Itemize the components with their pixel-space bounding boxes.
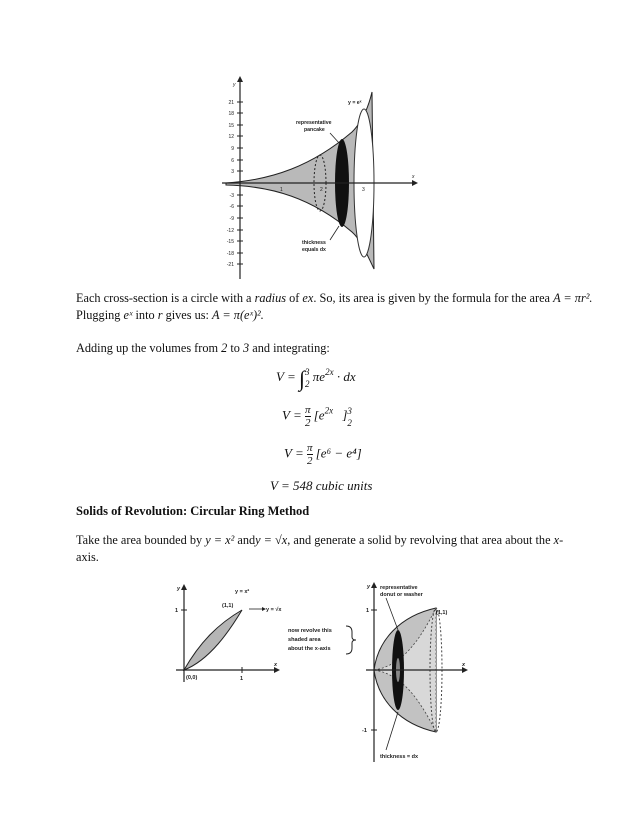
- bracket-body: [e: [313, 407, 325, 423]
- y-tick: -6: [229, 204, 234, 210]
- bracket-body: [e⁶ − e⁴]: [315, 445, 362, 461]
- text: and: [234, 533, 256, 547]
- revolve-note: [286, 622, 364, 658]
- y-tick: 21: [228, 100, 234, 106]
- y-tick: -21: [226, 262, 234, 268]
- numerator: π: [304, 404, 311, 416]
- x-axis-label: x: [412, 174, 415, 180]
- thickness-label: equals dx: [302, 247, 326, 253]
- numerator: π: [306, 442, 313, 454]
- paragraph-integrating: [76, 340, 330, 357]
- note-line: about the x-axis: [288, 646, 331, 652]
- x-tick: 1: [280, 187, 283, 193]
- paragraph-cross-section: [76, 290, 593, 324]
- curve-label-sqrt-x: y = √x: [266, 607, 282, 613]
- y-tick: 1: [175, 608, 179, 614]
- point-label: (1,1): [222, 603, 234, 609]
- text: r: [157, 308, 163, 322]
- origin-label: (0,0): [186, 675, 198, 681]
- text: of: [286, 291, 303, 305]
- lower-limit: 2: [347, 417, 352, 428]
- y-tick: 3: [231, 169, 234, 175]
- top-figure-exponential-solid: [212, 74, 422, 284]
- upper-limit: 3: [347, 405, 352, 416]
- text: 3: [243, 341, 250, 355]
- text: 2: [221, 341, 228, 355]
- text: gives us:: [162, 308, 213, 322]
- integrand: πe: [312, 369, 326, 384]
- equation-4: [270, 478, 372, 494]
- y-tick: 15: [228, 123, 234, 129]
- x-tick: 1: [240, 676, 244, 682]
- formula: A = πr².: [553, 291, 593, 305]
- y-tick: 1: [366, 608, 370, 614]
- eq-lhs: V =: [276, 369, 296, 384]
- y-tick: -18: [226, 251, 234, 257]
- lower-limit: 2: [305, 379, 310, 390]
- equation-1: [276, 366, 356, 392]
- thickness-label: thickness = dx: [380, 754, 419, 760]
- pancake-label: representative: [296, 120, 332, 126]
- formula: y = √x: [255, 533, 288, 547]
- text: axis.: [76, 550, 99, 564]
- y-tick: 9: [231, 146, 234, 152]
- pancake-label: pancake: [304, 127, 325, 133]
- denominator: 2: [304, 417, 311, 429]
- text: ex: [302, 291, 314, 305]
- result: V = 548 cubic units: [270, 478, 373, 493]
- text: Each cross-section is a circle with a: [76, 291, 255, 305]
- y-tick: -1: [362, 728, 367, 734]
- curve-label-x-squared: y = x²: [235, 589, 250, 595]
- text: eˣ: [123, 308, 133, 322]
- y-tick: -15: [226, 239, 234, 245]
- exponent: 2x: [324, 405, 334, 416]
- upper-limit: 3: [305, 367, 310, 378]
- text: radius: [254, 291, 287, 305]
- text: , and generate a solid by revolving that area about the: [287, 533, 554, 547]
- text: -: [559, 533, 564, 547]
- y-tick: 6: [231, 158, 234, 164]
- y-axis-label: y: [233, 82, 236, 88]
- text: and integrating:: [249, 341, 330, 355]
- text: Plugging: [76, 308, 124, 322]
- x-axis-label: x: [462, 662, 466, 668]
- equation-3: [284, 442, 362, 467]
- exponent: 2x: [325, 367, 334, 377]
- formula: A = π(eˣ)².: [212, 308, 264, 322]
- curve-label: y = eˣ: [348, 100, 362, 106]
- differential: · dx: [336, 369, 356, 384]
- integral-sign: ∫: [298, 366, 306, 391]
- eq-lhs: V =: [282, 407, 302, 423]
- text: . So, its area is given by the formula for the area: [313, 291, 554, 305]
- bracket-close: ]: [342, 407, 348, 423]
- denominator: 2: [306, 455, 313, 467]
- x-tick: 3: [362, 187, 365, 193]
- bottom-right-figure-solid: [356, 580, 476, 770]
- eq-lhs: V =: [284, 445, 304, 461]
- section-heading: Solids of Revolution: Circular Ring Method: [76, 504, 310, 518]
- y-tick: -3: [229, 193, 234, 199]
- x-axis-label: x: [274, 662, 278, 668]
- y-axis-label: y: [177, 586, 181, 592]
- point-label: (1,1): [436, 610, 448, 616]
- text: Take the area bounded by: [76, 533, 206, 547]
- bottom-left-figure-region: [170, 582, 285, 687]
- washer-label: representative: [380, 585, 418, 591]
- paragraph-circular-ring: [76, 532, 563, 566]
- washer-label: donut or washer: [380, 592, 423, 598]
- note-line: shaded area: [288, 637, 321, 643]
- note-line: now revolve this: [288, 628, 332, 634]
- x-tick: 2: [320, 187, 323, 193]
- y-tick: -9: [229, 216, 234, 222]
- text: x: [553, 533, 560, 547]
- y-tick: -12: [226, 228, 234, 234]
- y-tick: 12: [228, 134, 234, 140]
- text: to: [227, 341, 244, 355]
- thickness-label: thickness: [302, 240, 326, 246]
- text: Adding up the volumes from: [76, 341, 222, 355]
- text: into: [132, 308, 158, 322]
- equation-2: [282, 404, 352, 429]
- y-tick: 18: [228, 111, 234, 117]
- formula: y = x²: [205, 533, 235, 547]
- y-axis-label: y: [367, 584, 371, 590]
